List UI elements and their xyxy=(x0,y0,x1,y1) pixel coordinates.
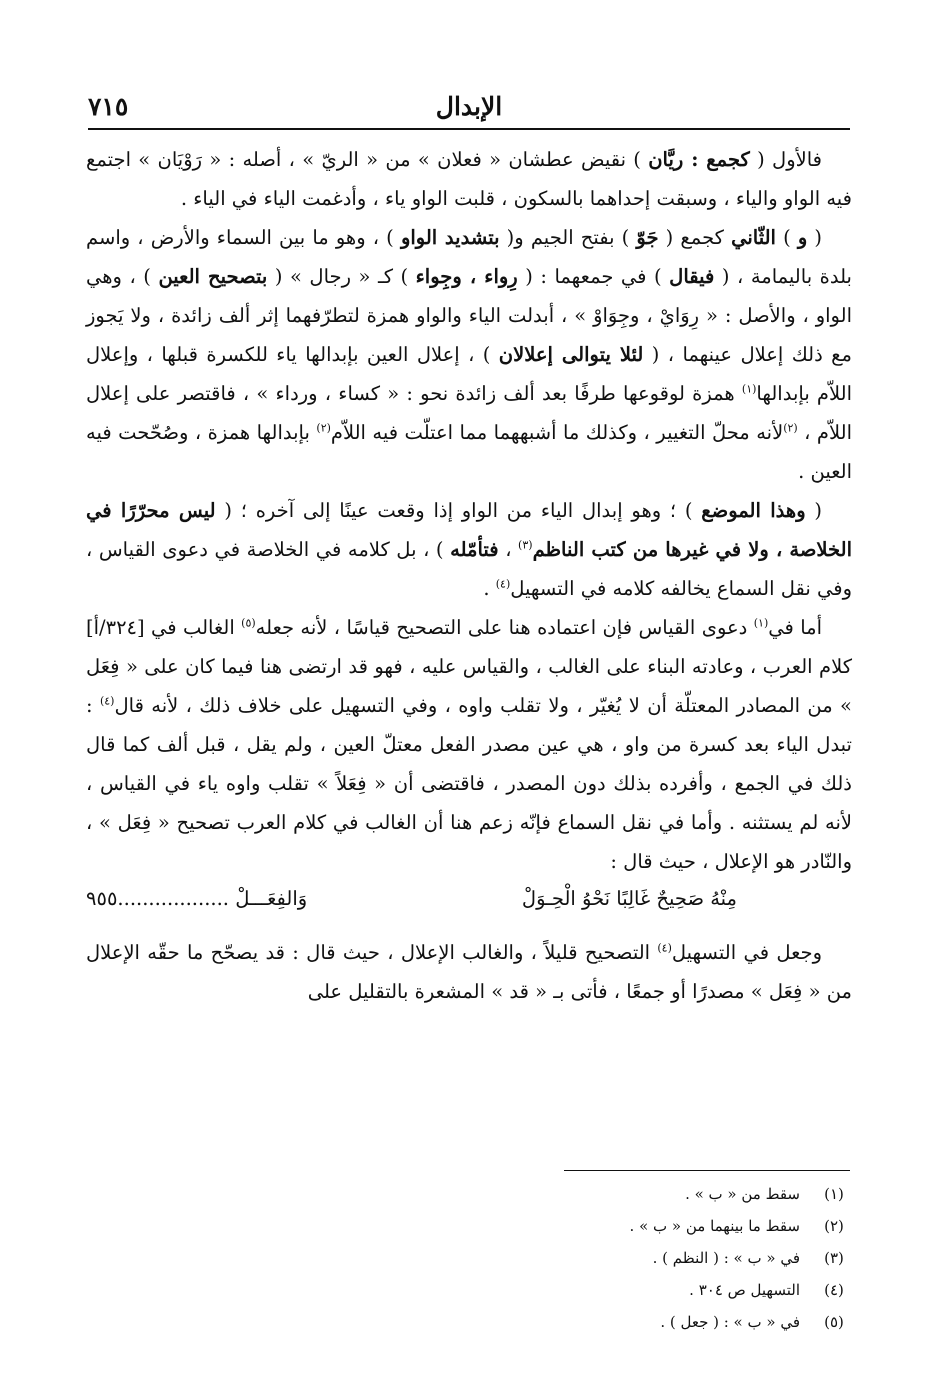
paragraph-2: ( و ) الثّاني كجمع ( جَوّ ) بفتح الجيم و( بتشديد الواو ) ، وهو ما بين السماء والأرض ، واسم بلدة باليمامة ، ( فيقال ) في جمعهما : ( رِواء ، وجِواء ) كـ « رجال » ( بتصحيح العين ) ، وهي الواو ، والأصل : « رِوَايْ ، وجِوَاوْ » ، أبدلت الياء والواو همزة لتطرّفهما إثر ألف زائدة ، ولا يَجوز مع ذلك إعلال عينهما ، ( لئلا يتوالى إعلالان ) ، إعلال العين بإبدالها ياء للكسرة قبلها ، وإعلال اللاّم بإبدالها$^{(١)}$ همزة لوقوعها طرفًا بعد ألف زائدة نحو : « كساء ، ورداء » ، فاقتصر على إعلال اللاّم ، $^{(٢)}$لأنه محلّ التغيير ، وكذلك ما أشبههما مما اعتلّت فيه اللاّم$^{(٢)}$ بإبدالها همزة ، وصُحّحت فيه العين . xyxy=(86,226,852,483)
paragraph-5: وجعل في التسهيل$^{(٤)}$ التصحيح قليلاً ، والغالب الإعلال ، حيث قال : قد يصحّح ما حقّه الإعلال من « فِعَل » مصدرًا أو جمعًا ، فأتى بـ « قد » المشعرة بالتقليل على xyxy=(86,941,852,1003)
verse-number: ٩٥٥ xyxy=(86,887,118,910)
verse-line xyxy=(86,881,852,917)
footnote-2 xyxy=(350,1210,850,1242)
footnote-text: سقط ما بينهما من « ب » . xyxy=(629,1217,800,1235)
footnote-1 xyxy=(350,1178,850,1210)
footnote-text: في « ب » : ( النظم ) . xyxy=(652,1249,800,1267)
footnote-number: (١) xyxy=(824,1185,844,1203)
footnote-rule xyxy=(564,1170,850,1171)
footnote-4 xyxy=(350,1274,850,1306)
verse-hemistich-2: مِنْهُ صَحِيحٌ غَالِبًا نَحْوُ الْحِـوَلْ xyxy=(521,887,737,910)
footnote-number: (٥) xyxy=(824,1313,844,1331)
page-number: ٧١٥ xyxy=(88,92,129,121)
footnote-3 xyxy=(350,1242,850,1274)
verse-hemistich-1 xyxy=(86,881,307,917)
main-text xyxy=(86,140,852,1011)
verse-hemistich-1-text: وَالفِعَـــلْ xyxy=(235,887,308,910)
footnote-text: التسهيل ص ٣٠٤ . xyxy=(689,1281,800,1299)
footnote-text: سقط من « ب » . xyxy=(685,1185,800,1203)
page-header xyxy=(88,92,850,128)
footnotes xyxy=(350,1178,850,1338)
footnote-text: في « ب » : ( جعل ) . xyxy=(660,1313,800,1331)
footnote-number: (٣) xyxy=(824,1249,844,1267)
paragraph-4: أما في$^{(١)}$ دعوى القياس فإن اعتماده هنا على التصحيح قياسًا ، لأنه جعله$^{(٥)}$ الغالب في [٣٢٤/أ] كلام العرب ، وعادته البناء على الغالب ، والقياس عليه ، فهو قد ارتضى هنا فيما كان على « فِعَل » من المصادر المعتلّة أن لا يُغيّر ، ولا تقلب واوه ، وفي التسهيل على خلاف ذلك ، لأنه قال$^{(٤)}$ : تبدل الياء بعد كسرة من واو ، هي عين مصدر الفعل معتلّ العين ، ولم يقل ، قبل ألف كما قال ذلك في الجمع ، وأفرده بذلك دون المصدر ، فاقتضى أن « فِعَلاً » تقلب واوه ياء في القياس ، لأنه لم يستثنه . وأما في نقل السماع فإنّه زعم هنا أن الغالب في كلام العرب تصحيح « فِعَل » ، والنّادر هو الإعلال ، حيث قال : xyxy=(86,616,852,873)
verse-dots: .................. xyxy=(117,887,229,910)
footnote-5 xyxy=(350,1306,850,1338)
paragraph-1: فالأول ( كجمع : ريَّان ) نقيض عطشان « فعلان » من « الريّ » ، أصله : « رَوْيَان » اجتمع فيه الواو والياء ، وسبقت إحداهما بالسكون ، قلبت الواو ياء ، وأدغمت الياء في الياء . xyxy=(86,148,852,210)
footnote-number: (٤) xyxy=(824,1281,844,1299)
footnote-number: (٢) xyxy=(824,1217,844,1235)
header-rule xyxy=(88,128,850,130)
paragraph-3: ( وهذا الموضع ) ؛ وهو إبدال الياء من الواو إذا وقعت عينًا إلى آخره ؛ ( ليس محرّرًا في الخلاصة ، ولا في غيرها من كتب الناظم$^{(٣)}$ ، فتأمّله ) ، بل كلامه في الخلاصة في دعوى القياس ، وفي نقل السماع يخالفه كلامه في التسهيل$^{(٤)}$ . xyxy=(86,499,852,600)
chapter-title: الإبدال xyxy=(435,92,503,121)
